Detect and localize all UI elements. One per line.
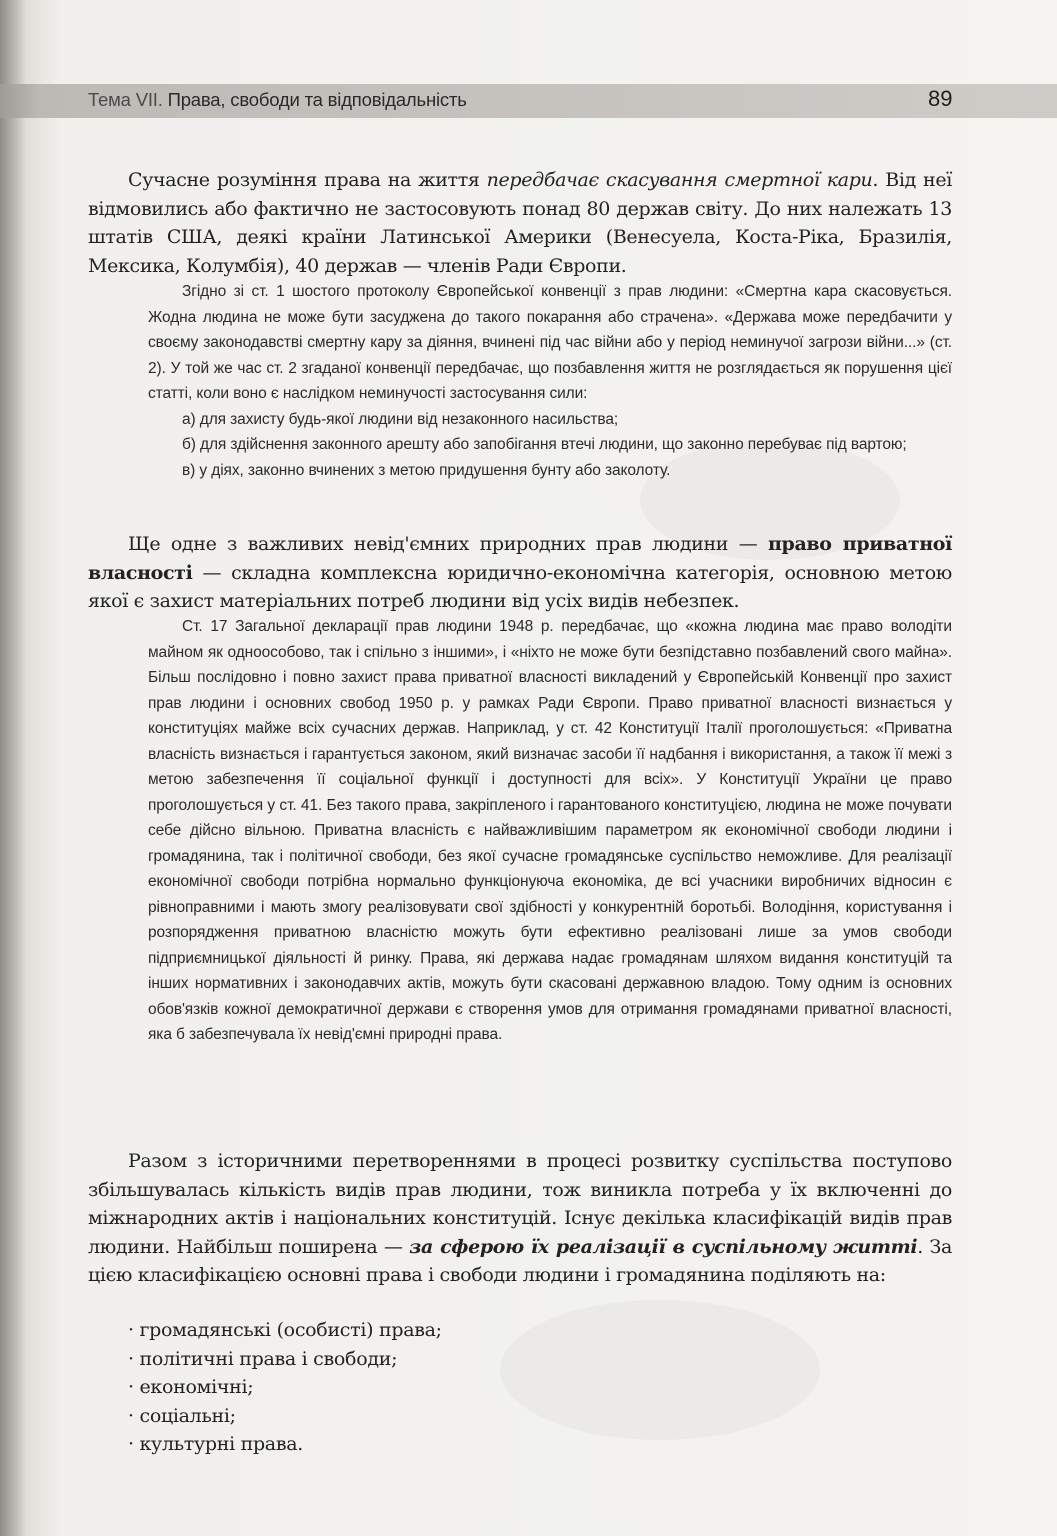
- note-item-c: в) у діях, законно вчинених з метою придушення бунту або заколоту.: [182, 461, 671, 479]
- list-item: · соціальні;: [128, 1402, 442, 1431]
- paragraph-right-to-life: Сучасне розуміння права на життя передбачає скасування смертної кари. Від неї відмовились або фактично не застосовують понад 80 держав світу. До них належать 13 штатів США, деякі країни Латинської Америки (Венесуела, Коста-Ріка, Бразилія, Мексика, Колумбія), 40 держав — членів Ради Європи.: [88, 169, 952, 277]
- bold-private-property: право приватної власності: [88, 533, 952, 584]
- paragraph-classification: Разом з історичними перетвореннями в процесі розвитку суспільства поступово збільшувалась кількість видів прав людини, тож виникла потреба у їх включенні до міжнародних актів і національних конституцій. Існує декілька класифікацій видів прав людини. Найбільш поширена — за сферою їх реалізації в суспільному житті. За цією класифікацією основні права і свободи людини і громадянина поділяють на:: [88, 1150, 952, 1286]
- page-number: 89: [928, 86, 953, 111]
- note-declaration-text: Ст. 17 Загальної декларації прав людини 1948 р. передбачає, що «кожна людина має право володіти майном як одноособово, так і спільно з іншими», і «ніхто не може бути безпідставно позбавлений свого майна». Більш послідовно і повно захист права приватної власності викладений у Європейській Конвенції про захист прав людини і основних свобод 1950 р. у рамках Ради Європи. Право приватної власності визнається у конституціях майже всіх сучасних держав. Наприклад, у ст. 42 Конституції Італії проголошується: «Приватна власність визнається і гарантується законом, який визначає засоби її надбання і використання, а також її межі з метою забезпечення її соціальної функції і доступності для всіх». У Конституції України це право проголошується у ст. 41. Без такого права, закріпленого і гарантованого конституцією, людина не може почувати себе дійсно вільною. Приватна власність є найважливішим параметром як економічної свободи людини і громадянина, так і політичної свободи, без якої сучасне громадянське суспільство неможливе. Для реалізації економічної свободи потрібна нормально функціонуюча економіка, де всі учасники виробничих відносин є рівноправними і мають змогу реалізовувати свої здібності у конкурентній боротьбі. Володіння, користування і розпорядження приватною власністю можуть бути ефективно реалізовані лише за умов свободи підприємницької діяльності й ринку. Права, які держава надає громадянам шляхом видання конституцій та інших нормативних і законодавчих актів, можуть бути скасовані державною владою. Тому одним із основних обов'язків кожної демократичної держави є створення умов для отримання громадянами приватної власності, яка б забезпечувала їх невід'ємні природні права.: [148, 618, 952, 1043]
- list-item: · громадянські (особисті) права;: [128, 1316, 442, 1345]
- print-through-smudge: [500, 1300, 820, 1440]
- paragraph-private-property: Ще одне з важливих невід'ємних природних прав людини — право приватної власності — складна комплексна юридично-економічна категорія, основною метою якої є захист матеріальних потреб людини від усіх видів небезпек.: [88, 533, 952, 612]
- note-declaration: [148, 614, 952, 1048]
- emphasis-death-penalty: передбачає скасування смертної кари: [486, 169, 873, 191]
- list-item: · культурні права.: [128, 1430, 442, 1459]
- note-item-a: а) для захисту будь-якої людини від незаконного насильства;: [182, 410, 619, 428]
- note-intro: Згідно зі ст. 1 шостого протоколу Європейської конвенції з прав людини: «Смертна кара скасовується. Жодна людина не може бути засуджена до такого покарання або страчена». «Держава може передбачити у своєму законодавстві смертну кару за діяння, вчинені під час війни або у період неминучої загрози війни...» (ст. 2). У той же час ст. 2 згаданої конвенції передбачає, що позбавлення життя не розглядається як порушення цієї статті, коли воно є наслідком неминучості застосування сили:: [148, 283, 952, 402]
- running-header-title: Тема VII. Права, свободи та відповідальність: [88, 89, 467, 110]
- note-european-convention: [148, 279, 952, 483]
- note-item-b: б) для здійснення законного арешту або запобігання втечі людини, що законно перебуває під вартою;: [182, 436, 907, 453]
- emphasis-sphere: за сферою їх реалізації в суспільному житті: [409, 1235, 918, 1258]
- list-item: · економічні;: [128, 1373, 442, 1402]
- list-item: · політичні права і свободи;: [128, 1345, 442, 1374]
- page-spine-shadow: [0, 0, 26, 1536]
- rights-list: [128, 1316, 442, 1459]
